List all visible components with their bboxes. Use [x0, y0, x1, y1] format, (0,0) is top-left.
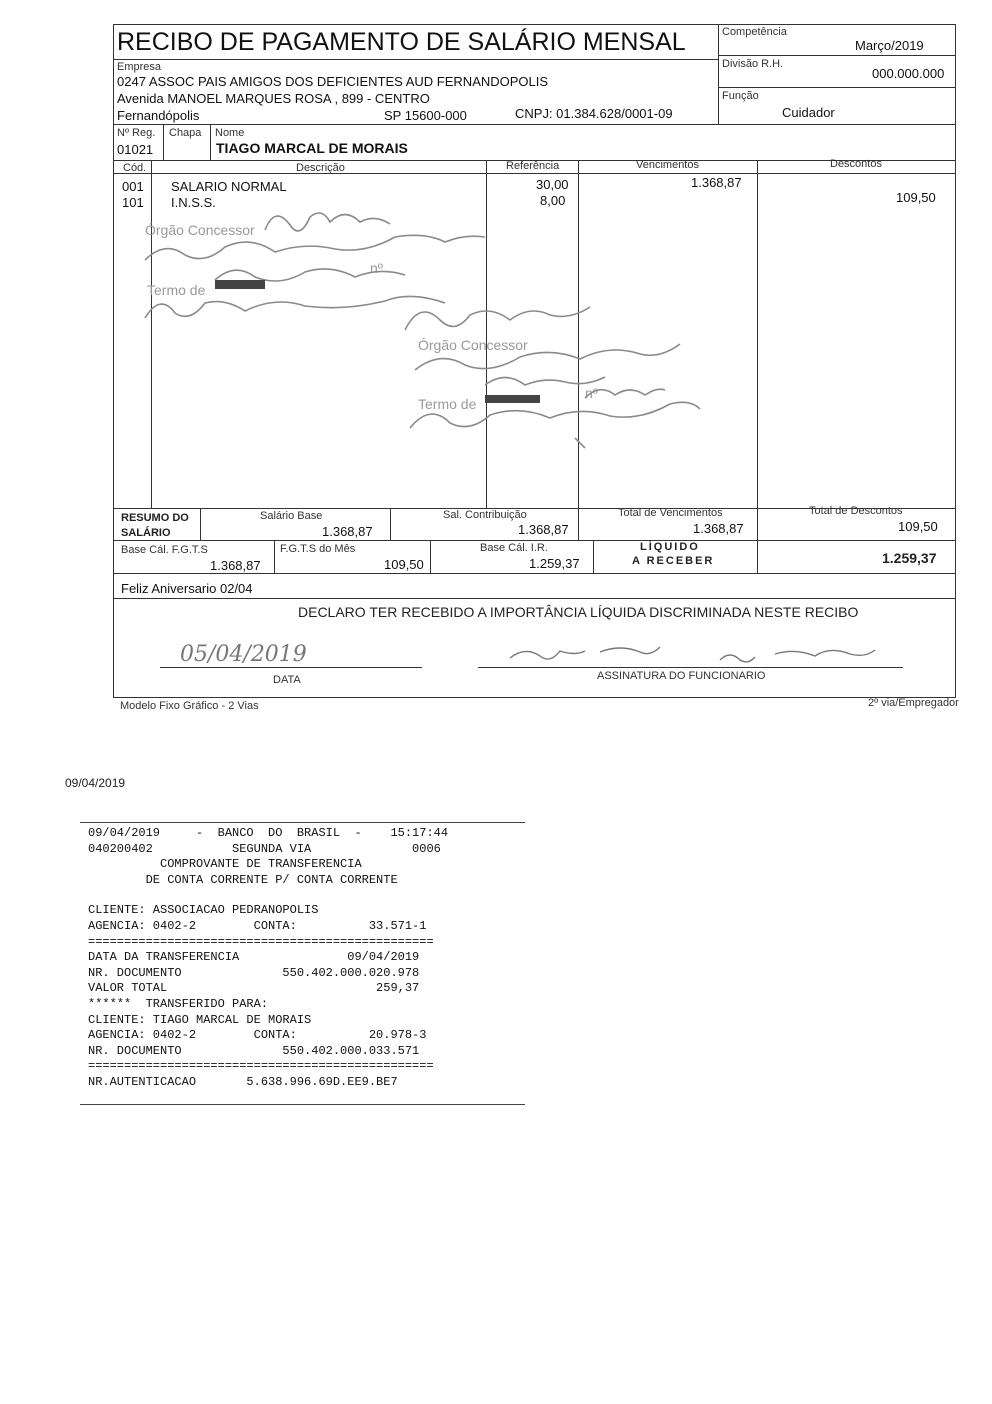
item-cod: 001 — [122, 179, 144, 194]
divisao-label: Divisão R.H. — [722, 58, 784, 70]
item-desc: I.N.S.S. — [171, 195, 216, 210]
receipt-top-rule — [80, 822, 525, 823]
col-vencimentos: Vencimentos — [636, 159, 699, 171]
stamp-termo: Termo de — [147, 282, 206, 298]
total-desc-label: Total de Descontos — [809, 505, 903, 517]
receipt-line: 040200402 SEGUNDA VIA 0006 — [88, 841, 441, 856]
header-divider — [718, 24, 719, 124]
item-cod: 101 — [122, 195, 144, 210]
address: Avenida MANOEL MARQUES ROSA , 899 - CENTRO — [117, 91, 430, 106]
city: Fernandópolis — [117, 108, 200, 123]
employee-signature — [505, 640, 885, 670]
sal-contrib-label: Sal. Contribuição — [443, 509, 527, 521]
fgts-mes-value: 109,50 — [384, 557, 424, 572]
receipt-separator: ================================================ — [88, 934, 434, 949]
receipt-line: AGENCIA: 0402-2 CONTA: 33.571-1 — [88, 918, 427, 933]
payslip-title: RECIBO DE PAGAMENTO DE SALÁRIO MENSAL — [117, 28, 686, 56]
frame-top — [113, 24, 956, 25]
base-ir-label: Base Cál. I.R. — [480, 542, 548, 554]
funcao-value: Cuidador — [782, 105, 835, 120]
handwritten-date: 05/04/2019 — [180, 642, 307, 667]
col-descricao: Descrição — [296, 162, 345, 174]
birthday-message: Feliz Aniversario 02/04 — [121, 581, 253, 596]
receipt-line: DE CONTA CORRENTE P/ CONTA CORRENTE — [88, 872, 398, 887]
nome-label: Nome — [215, 127, 245, 139]
funcao-label: Função — [722, 90, 759, 102]
chapa-label: Chapa — [169, 127, 202, 139]
receipt-body — [88, 826, 448, 1091]
total-desc-value: 109,50 — [898, 519, 938, 534]
receipt-line: 09/04/2019 - BANCO DO BRASIL - 15:17:44 — [88, 826, 449, 840]
base-fgts-value: 1.368,87 — [210, 558, 261, 573]
receipt-line: CLIENTE: ASSOCIACAO PEDRANOPOLIS — [88, 903, 319, 918]
divisao-value: 000.000.000 — [872, 66, 945, 81]
receipt-separator: ================================================ — [88, 1059, 434, 1074]
liquido-value: 1.259,37 — [882, 550, 937, 566]
receipt-line: CLIENTE: TIAGO MARCAL DE MORAIS — [88, 1012, 312, 1027]
liquido-label: LÍQUIDO — [640, 541, 700, 553]
footer-copy: 2º via/Empregador — [868, 697, 959, 709]
stamp-orgao-concessor: Órgão Concessor — [145, 222, 255, 238]
receipt-line: NR. DOCUMENTO 550.402.000.033.571 — [88, 1043, 420, 1058]
resumo-label: RESUMO DO SALÁRIO — [121, 512, 189, 539]
a-receber-label: A RECEBER — [632, 555, 715, 567]
col-descontos: Descontos — [830, 158, 882, 170]
item-ref: 30,00 — [536, 177, 569, 192]
salario-base-label: Salário Base — [260, 510, 323, 522]
receipt-line: NR.AUTENTICACAO 5.638.996.69D.EE9.BE7 — [88, 1074, 398, 1089]
col-referencia: Referência — [506, 160, 560, 172]
item-ref: 8,00 — [540, 193, 566, 208]
fgts-mes-label: F.G.T.S do Mês — [280, 543, 356, 555]
print-date: 09/04/2019 — [65, 776, 126, 790]
empresa-line: 0247 ASSOC PAIS AMIGOS DOS DEFICIENTES AUD FERNANDOPOLIS — [117, 74, 549, 89]
empresa-label: Empresa — [117, 61, 162, 73]
state-zip: SP 15600-000 — [384, 108, 467, 123]
base-ir-value: 1.259,37 — [529, 556, 580, 571]
total-venc-label: Total de Vencimentos — [618, 507, 723, 519]
nreg-value: 01021 — [117, 142, 154, 157]
cnpj: CNPJ: 01.384.628/0001-09 — [515, 106, 673, 121]
stamp-n: nº — [585, 385, 598, 401]
receipt-line: DATA DA TRANSFERENCIA 09/04/2019 — [88, 950, 420, 965]
receipt-line — [88, 888, 448, 903]
receipt-line: VALOR TOTAL 259,37 — [88, 981, 420, 996]
base-fgts-label: Base Cál. F.G.T.S — [121, 544, 208, 556]
item-descontos: 109,50 — [896, 190, 936, 205]
nreg-label: Nº Reg. — [117, 127, 156, 139]
nome-value: TIAGO MARCAL DE MORAIS — [216, 140, 408, 156]
stamp-orgao-concessor: Órgão Concessor — [418, 337, 528, 353]
item-desc: SALARIO NORMAL — [171, 179, 287, 194]
frame-left — [113, 24, 114, 599]
data-label: DATA — [273, 674, 301, 686]
declaration-text: DECLARO TER RECEBIDO A IMPORTÂNCIA LÍQUIDA DISCRIMINADA NESTE RECIBO — [298, 604, 859, 620]
competencia-label: Competência — [722, 26, 787, 38]
receipt-line: COMPROVANTE DE TRANSFERENCIA — [88, 857, 362, 872]
receipt-bottom-rule — [80, 1104, 525, 1105]
competencia-value: Março/2019 — [855, 38, 924, 53]
handwritten-annotations — [135, 200, 715, 460]
frame-right — [955, 24, 956, 599]
assinatura-label: ASSINATURA DO FUNCIONARIO — [597, 670, 766, 682]
footer-model: Modelo Fixo Gráfico - 2 Vias — [120, 700, 259, 712]
receipt-line: AGENCIA: 0402-2 CONTA: 20.978-3 — [88, 1028, 427, 1043]
sal-contrib-value: 1.368,87 — [518, 522, 569, 537]
stamp-termo: Termo de — [418, 396, 477, 412]
total-venc-value: 1.368,87 — [693, 521, 744, 536]
salario-base-value: 1.368,87 — [322, 524, 373, 539]
stamp-n: nº — [370, 260, 383, 276]
receipt-line: NR. DOCUMENTO 550.402.000.020.978 — [88, 965, 420, 980]
item-venc: 1.368,87 — [691, 175, 742, 190]
receipt-line: ****** TRANSFERIDO PARA: — [88, 996, 269, 1011]
col-cod: Cód. — [123, 162, 147, 174]
